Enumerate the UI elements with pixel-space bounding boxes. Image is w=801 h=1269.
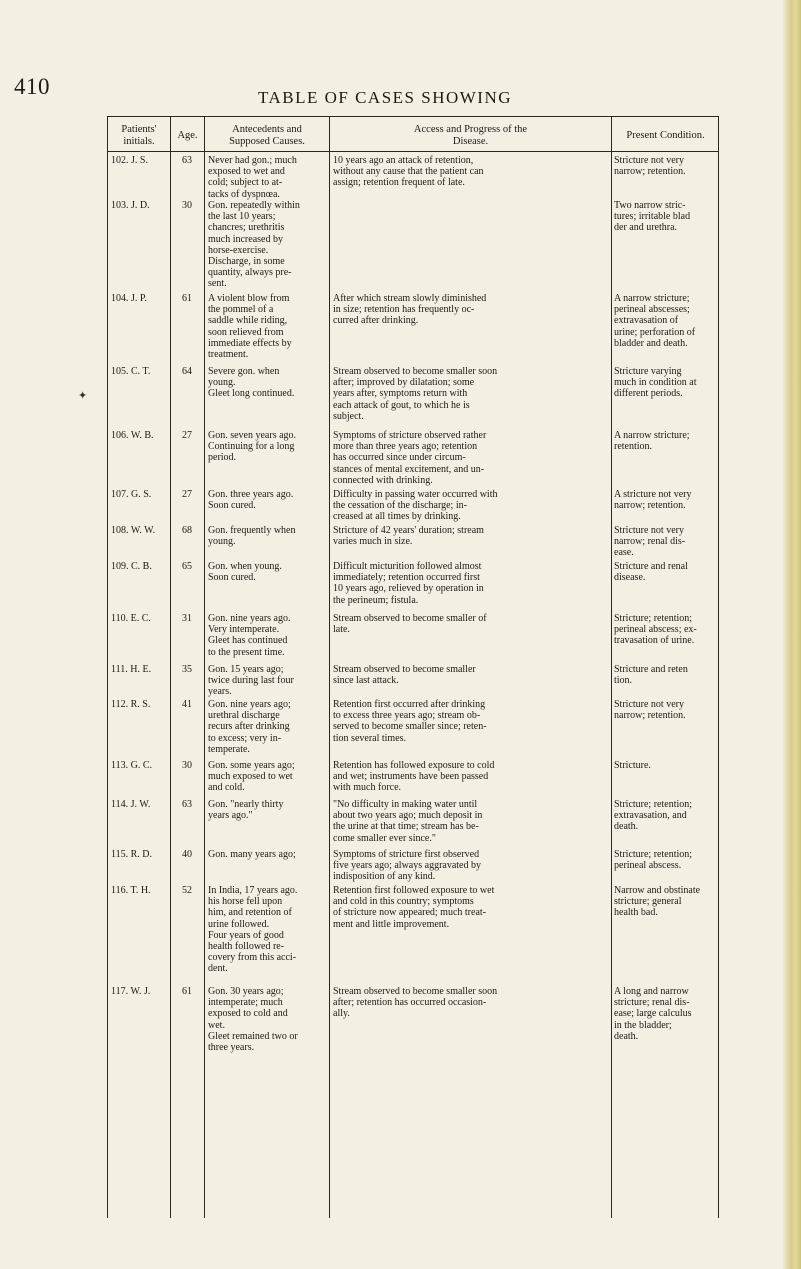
header-age: Age. xyxy=(177,130,198,141)
antecedents-cell: A violent blow from the pommel of a saddle while riding, soon relieved from immediate effects by treatment. xyxy=(208,293,292,361)
patient-cell: 109. C. B. xyxy=(111,561,152,572)
column-rule xyxy=(718,116,719,1218)
present-cell: Stricture; retention; perineal abscess. xyxy=(614,849,693,872)
header-rule xyxy=(107,151,719,152)
table-top-rule xyxy=(107,116,719,117)
age-cell: 27 xyxy=(182,430,192,441)
header-present: Present Condition. xyxy=(626,130,705,141)
access-cell: Symptoms of stricture first observed five years ago; always aggravated by indisposition of any kind. xyxy=(333,849,481,883)
header-antecedents: Antecedents and Supposed Causes. xyxy=(229,124,305,147)
margin-mark: ✦ xyxy=(78,390,88,402)
present-cell: A narrow stricture; retention. xyxy=(614,430,690,453)
present-cell: Stricture not very narrow; renal dis- ease. xyxy=(614,525,686,559)
present-cell: Stricture; retention; perineal abscess; ex- travasation of urine. xyxy=(614,613,697,647)
present-cell: A narrow stricture; perineal abscesses; extravasation of urine; perforation of bladder and death. xyxy=(614,293,696,349)
patient-cell: 111. H. E. xyxy=(111,664,152,675)
patient-cell: 117. W. J. xyxy=(111,986,151,997)
access-cell: Difficult micturition followed almost immediately; retention occurred first 10 years ago, relieved by operation in the perineum; fistula. xyxy=(333,561,484,606)
age-cell: 27 xyxy=(182,489,192,500)
access-cell: Stream observed to become smaller soon after; retention has occurred occasion- ally. xyxy=(333,986,498,1020)
antecedents-cell: Gon. some years ago; much exposed to wet and cold. xyxy=(208,760,295,794)
age-cell: 41 xyxy=(182,699,192,710)
antecedents-cell: Severe gon. when young. Gleet long continued. xyxy=(208,366,295,400)
access-cell: "No difficulty in making water until about two years ago; much deposit in the urine at that time; stream has be- come smaller ever since." xyxy=(333,799,483,844)
page-edge xyxy=(783,0,801,1269)
access-cell: 10 years ago an attack of retention, without any cause that the patient can assign; retention frequent of late. xyxy=(333,155,484,189)
patient-cell: 116. T. H. xyxy=(111,885,151,896)
age-cell: 30 xyxy=(182,760,192,771)
patient-cell: 104. J. P. xyxy=(111,293,147,304)
antecedents-cell: Gon. nine years ago. Very intemperate. Gleet has continued to the present time. xyxy=(208,613,291,658)
antecedents-cell: Gon. "nearly thirty years ago." xyxy=(208,799,284,822)
patient-cell: 108. W. W. xyxy=(111,525,156,536)
patient-cell: 106. W. B. xyxy=(111,430,154,441)
present-cell: Stricture varying much in condition at different periods. xyxy=(614,366,697,400)
access-cell: Symptoms of stricture observed rather more than three years ago; retention has occurred since under circum- stances of mental excitement, and un- connected with drinking. xyxy=(333,430,487,486)
column-rule xyxy=(204,116,205,1218)
cases-table xyxy=(107,116,719,1218)
antecedents-cell: Gon. repeatedly within the last 10 years; chancres; urethritis much increased by horse-exercise. Discharge, in some quantity, always pre- sent. xyxy=(208,200,300,290)
age-cell: 30 xyxy=(182,200,192,211)
access-cell: Stream observed to become smaller soon after; improved by dilatation; some years after, symptoms return with each attack of gout, to which he is subject. xyxy=(333,366,498,422)
age-cell: 31 xyxy=(182,613,192,624)
age-cell: 40 xyxy=(182,849,192,860)
age-cell: 63 xyxy=(182,155,192,166)
antecedents-cell: Gon. 30 years ago; intemperate; much exposed to cold and wet. Gleet remained two or three years. xyxy=(208,986,298,1054)
access-cell: After which stream slowly diminished in size; retention has frequently oc- curred after drinking. xyxy=(333,293,487,327)
antecedents-cell: Gon. frequently when young. xyxy=(208,525,296,548)
header-patient: Patients' initials. xyxy=(121,124,157,147)
antecedents-cell: In India, 17 years ago. his horse fell upon him, and retention of urine followed. Four years of good health followed re- covery from this acci- dent. xyxy=(208,885,298,975)
column-rule xyxy=(170,116,171,1218)
page-number: 410 xyxy=(14,74,50,99)
access-cell: Difficulty in passing water occurred with the cessation of the discharge; in- creased at all times by drinking. xyxy=(333,489,498,523)
patient-cell: 107. G. S. xyxy=(111,489,152,500)
present-cell: Stricture; retention; extravasation, and death. xyxy=(614,799,693,833)
antecedents-cell: Never had gon.; much exposed to wet and cold; subject to at- tacks of dyspnœa. xyxy=(208,155,297,200)
age-cell: 64 xyxy=(182,366,192,377)
running-title: TABLE OF CASES SHOWING xyxy=(257,88,513,107)
access-cell: Retention has followed exposure to cold and wet; instruments have been passed with much force. xyxy=(333,760,495,794)
antecedents-cell: Gon. many years ago; xyxy=(208,849,296,860)
patient-cell: 110. E. C. xyxy=(111,613,151,624)
present-cell: A stricture not very narrow; retention. xyxy=(614,489,692,512)
present-cell: Stricture. xyxy=(614,760,651,771)
antecedents-cell: Gon. when young. Soon cured. xyxy=(208,561,282,584)
patient-cell: 103. J. D. xyxy=(111,200,150,211)
patient-cell: 114. J. W. xyxy=(111,799,151,810)
present-cell: Two narrow stric- tures; irritable blad der and urethra. xyxy=(614,200,691,234)
age-cell: 63 xyxy=(182,799,192,810)
access-cell: Retention first occurred after drinking to excess three years ago; stream ob- served to become smaller since; reten- tion several times. xyxy=(333,699,487,744)
patient-cell: 113. G. C. xyxy=(111,760,153,771)
present-cell: Stricture and reten tion. xyxy=(614,664,688,687)
column-rule xyxy=(611,116,612,1218)
antecedents-cell: Gon. 15 years ago; twice during last four years. xyxy=(208,664,294,698)
age-cell: 61 xyxy=(182,986,192,997)
access-cell: Stricture of 42 years' duration; stream varies much in size. xyxy=(333,525,484,548)
antecedents-cell: Gon. three years ago. Soon cured. xyxy=(208,489,294,512)
patient-cell: 112. R. S. xyxy=(111,699,151,710)
present-cell: Narrow and obstinate stricture; general health bad. xyxy=(614,885,701,919)
antecedents-cell: Gon. seven years ago. Continuing for a long period. xyxy=(208,430,297,464)
antecedents-cell: Gon. nine years ago; urethral discharge recurs after drinking to excess; very in- temperate. xyxy=(208,699,291,755)
age-cell: 68 xyxy=(182,525,192,536)
age-cell: 52 xyxy=(182,885,192,896)
column-rule xyxy=(107,116,108,1218)
present-cell: Stricture not very narrow; retention. xyxy=(614,155,686,178)
present-cell: Stricture and renal disease. xyxy=(614,561,688,584)
present-cell: A long and narrow stricture; renal dis- ease; large calculus in the bladder; death. xyxy=(614,986,692,1042)
patient-cell: 102. J. S. xyxy=(111,155,148,166)
header-access: Access and Progress of the Disease. xyxy=(413,124,528,147)
access-cell: Stream observed to become smaller since last attack. xyxy=(333,664,476,687)
age-cell: 61 xyxy=(182,293,192,304)
age-cell: 65 xyxy=(182,561,192,572)
patient-cell: 105. C. T. xyxy=(111,366,151,377)
patient-cell: 115. R. D. xyxy=(111,849,153,860)
column-rule xyxy=(329,116,330,1218)
access-cell: Stream observed to become smaller of late. xyxy=(333,613,487,636)
access-cell: Retention first followed exposure to wet and cold in this country; symptoms of stricture now appeared; much treat- ment and little improvement. xyxy=(333,885,495,930)
present-cell: Stricture not very narrow; retention. xyxy=(614,699,686,722)
age-cell: 35 xyxy=(182,664,192,675)
